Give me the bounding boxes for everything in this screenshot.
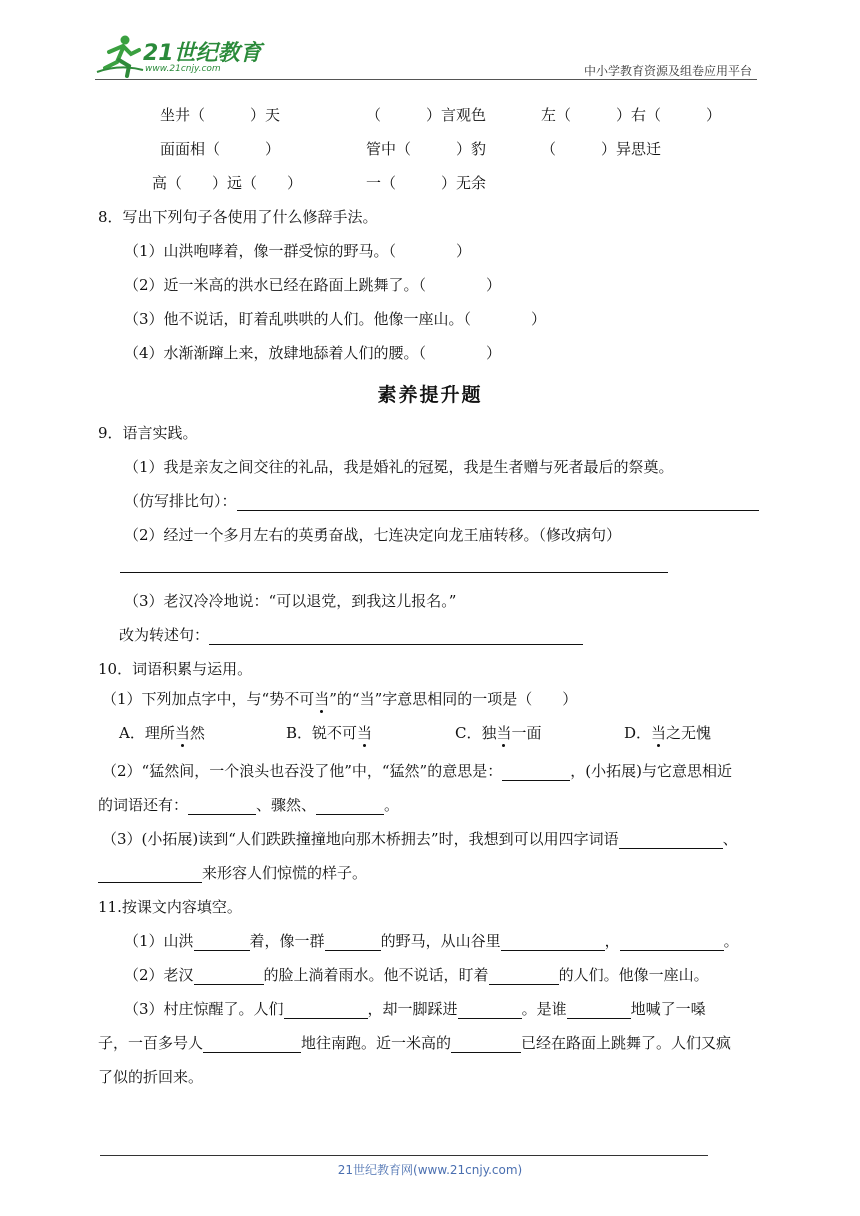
dotted-char: 当	[496, 724, 512, 742]
answer-blank[interactable]	[501, 934, 605, 951]
question-9-prompt	[119, 625, 583, 645]
question-10-sub2	[102, 761, 732, 781]
text-segment: 来形容人们惊慌的样子。	[202, 864, 368, 882]
answer-blank[interactable]	[325, 934, 381, 951]
text-segment: ，却一脚踩进	[367, 1000, 458, 1018]
question-10-sub2-cont	[98, 795, 399, 815]
text-segment: 然	[189, 724, 205, 742]
question-11-line	[98, 1033, 731, 1053]
text-segment: （3）村庄惊醒了。人们	[124, 1000, 284, 1018]
text-segment: 。是谁	[521, 1000, 567, 1018]
question-11-title: 11.按课文内容填空。	[98, 898, 242, 916]
text-segment: 已经在路面上跳舞了。人们又疯	[521, 1034, 732, 1052]
section-title: 素养提升题	[377, 384, 483, 406]
logo-text: 21世纪教育	[143, 41, 262, 66]
text-segment: （2）老汉	[124, 966, 194, 984]
question-9-item: （3）老汉冷冷地说：“可以退党，到我这儿报名。”	[124, 592, 457, 610]
footer-divider	[100, 1155, 708, 1156]
answer-blank[interactable]	[188, 798, 256, 815]
answer-line[interactable]	[120, 572, 668, 573]
question-10-title: 10．词语积累与运用。	[98, 660, 253, 678]
dotted-char: 当	[651, 724, 667, 742]
text-segment: 之无愧	[666, 724, 712, 742]
text-segment: 。	[384, 796, 400, 814]
dotted-char: 当	[314, 690, 330, 708]
text-segment: 、骤然、	[256, 796, 317, 814]
text-segment: C．独	[455, 724, 497, 742]
text-segment: 。	[723, 932, 739, 950]
option-c[interactable]	[455, 723, 542, 743]
text-segment: （2）“猛然间，一个浪头也吞没了他”中，“猛然”的意思是：	[102, 762, 503, 780]
question-8-item: （3）他不说话，盯着乱哄哄的人们。他像一座山。（ ）	[124, 310, 547, 328]
text-segment: B．锐不可	[286, 724, 358, 742]
question-11-line: 了似的折回来。	[98, 1068, 204, 1086]
text-segment: ，	[604, 932, 620, 950]
answer-blank[interactable]	[284, 1002, 368, 1019]
footer-link[interactable]: 21世纪教育网(www.21cnjy.com)	[337, 1163, 523, 1177]
idiom-item: 高（ ）远（ ）	[152, 174, 303, 192]
answer-blank[interactable]	[316, 798, 384, 815]
header-divider	[95, 79, 757, 80]
answer-blank[interactable]	[567, 1002, 631, 1019]
text-segment: D．	[624, 724, 652, 742]
idiom-item: （ ）言观色	[366, 106, 487, 124]
question-8-item: （4）水渐渐蹿上来，放肆地舔着人们的腰。（ ）	[124, 344, 502, 362]
text-segment: （3）(小拓展)读到“人们跌跌撞撞地向那木桥拥去”时，我想到可以用四字词语	[102, 830, 619, 848]
text-segment: 的野马，从山谷里	[380, 932, 501, 950]
answer-blank[interactable]	[620, 934, 724, 951]
answer-blank[interactable]	[237, 494, 759, 511]
idiom-item: 一（ ）无余	[366, 174, 487, 192]
question-8-item: （2）近一米高的洪水已经在路面上跳舞了。（ ）	[124, 276, 502, 294]
option-b[interactable]	[286, 723, 372, 743]
text-segment: 地喊了一嗓	[630, 1000, 706, 1018]
question-11-line	[124, 965, 709, 985]
text-segment: ，(小拓展)与它意思相近	[570, 762, 732, 780]
text-segment: 一面	[511, 724, 542, 742]
idiom-item: 左（ ）右（ ）	[541, 106, 722, 124]
answer-blank[interactable]	[209, 628, 583, 645]
answer-blank[interactable]	[194, 934, 250, 951]
text-segment: 的人们。他像一座山。	[558, 966, 709, 984]
question-8-item: （1）山洪咆哮着，像一群受惊的野马。（ ）	[124, 242, 472, 260]
option-a[interactable]	[119, 723, 205, 743]
logo	[95, 34, 270, 80]
question-8-title: 8．写出下列句子各使用了什么修辞手法。	[98, 208, 378, 226]
text-segment: （1）下列加点字中，与“势不可	[102, 690, 315, 708]
option-d[interactable]	[624, 723, 711, 743]
text-segment: 子，一百多号人	[98, 1034, 204, 1052]
answer-blank[interactable]	[502, 764, 570, 781]
text-segment: 、	[722, 830, 738, 848]
question-9-prompt-label: （仿写排比句）：	[124, 492, 237, 510]
idiom-item: 管中（ ）豹	[366, 140, 487, 158]
text-segment: ”的“当”字意思相同的一项是（ ）	[329, 690, 578, 708]
text-segment: A．理所	[119, 724, 175, 742]
runner-logo-icon	[95, 34, 145, 78]
question-9-item: （1）我是亲友之间交往的礼品，我是婚礼的冠冕，我是生者赠与死者最后的祭奠。	[124, 458, 674, 476]
answer-blank[interactable]	[489, 968, 559, 985]
question-9-prompt-label: 改为转述句：	[119, 626, 210, 644]
answer-blank[interactable]	[619, 832, 723, 849]
answer-blank[interactable]	[451, 1036, 521, 1053]
text-segment: 的脸上淌着雨水。他不说话，盯着	[263, 966, 489, 984]
question-10-sub1	[102, 689, 577, 709]
platform-name: 中小学教育资源及组卷应用平台	[583, 64, 752, 78]
text-segment: 着，像一群	[249, 932, 325, 950]
question-10-sub3	[102, 829, 738, 849]
idiom-item: （ ）异思迁	[541, 140, 662, 158]
dotted-char: 当	[174, 724, 190, 742]
text-segment: 地往南跑。近一米高的	[301, 1034, 452, 1052]
text-segment: （1）山洪	[124, 932, 194, 950]
question-9-item: （2）经过一个多月左右的英勇奋战，七连决定向龙王庙转移。（修改病句）	[124, 526, 622, 544]
idiom-item: 坐井（ ）天	[160, 106, 281, 124]
question-11-line	[124, 931, 739, 951]
text-segment: 的词语还有：	[98, 796, 189, 814]
question-9-title: 9．语言实践。	[98, 424, 198, 442]
answer-blank[interactable]	[194, 968, 264, 985]
question-10-sub3-cont	[98, 863, 367, 883]
question-9-prompt	[124, 491, 759, 511]
idiom-item: 面面相（ ）	[160, 140, 281, 158]
answer-blank[interactable]	[458, 1002, 522, 1019]
answer-blank[interactable]	[98, 866, 202, 883]
question-11-line	[124, 999, 706, 1019]
answer-blank[interactable]	[203, 1036, 301, 1053]
dotted-char: 当	[357, 724, 373, 742]
logo-url: www.21cnjy.com	[145, 64, 221, 74]
